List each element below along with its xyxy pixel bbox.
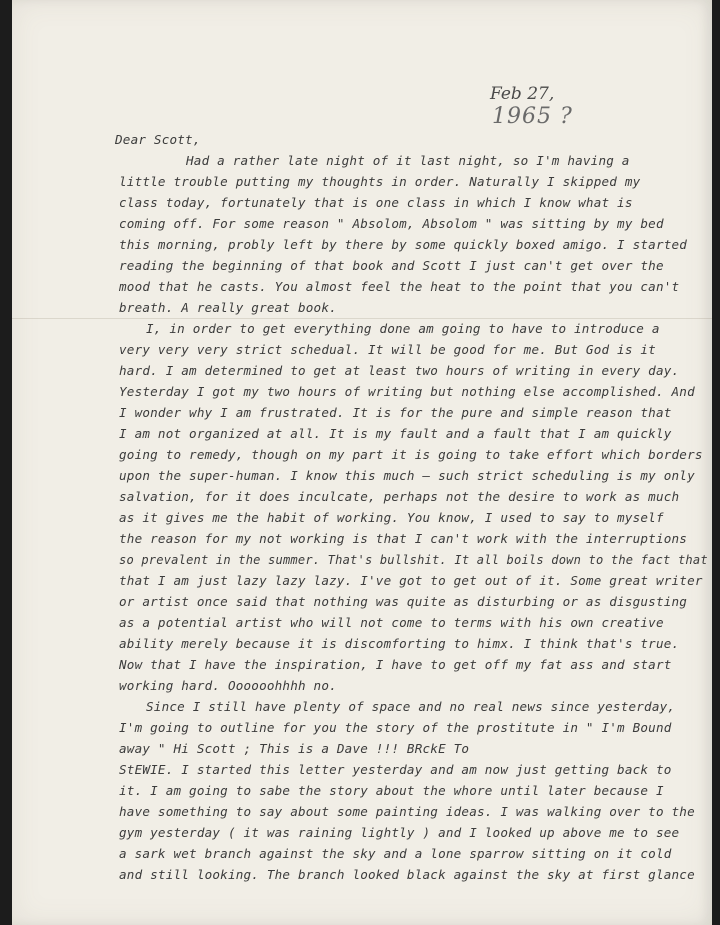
body-line: breath. A really great book. [119, 300, 337, 315]
body-line: I am not organized at all. It is my fault and a fault that I am quickly [119, 426, 672, 441]
body-line: Had a rather late night of it last night, so I'm having a [186, 153, 630, 168]
body-line: the reason for my not working is that I can't work with the interruptions [119, 531, 688, 546]
body-line: as a potential artist who will not come to terms with his own creative [119, 615, 664, 630]
body-line: Yesterday I got my two hours of writing but nothing else accomplished. And [119, 384, 695, 399]
paper-fold-line [12, 318, 712, 319]
handwritten-year: 1965 ? [492, 104, 573, 129]
body-line: ability merely because it is discomforting to himx. I think that's true. [119, 636, 680, 651]
body-line: very very very strict schedual. It will be good for me. But God is it [119, 342, 656, 357]
body-line: a sark wet branch against the sky and a lone sparrow sitting on it cold [119, 846, 672, 861]
body-line: I wonder why I am frustrated. It is for the pure and simple reason that [119, 405, 672, 420]
body-line: I, in order to get everything done am going to have to introduce a [146, 321, 660, 336]
body-line: have something to say about some painting ideas. I was walking over to the [119, 804, 695, 819]
body-line: mood that he casts. You almost feel the heat to the point that you can't [119, 279, 680, 294]
typed-date: Feb 27, [490, 84, 555, 104]
body-line: salvation, for it does inculcate, perhaps not the desire to work as much [119, 489, 680, 504]
body-line: working hard. Oooooohhhh no. [119, 678, 337, 693]
body-line: I'm going to outline for you the story of the prostitute in " I'm Bound [119, 720, 672, 735]
body-line: and still looking. The branch looked black against the sky at first glance [119, 867, 695, 882]
body-line: upon the super-human. I know this much — such strict scheduling is my only [119, 468, 695, 483]
body-line: little trouble putting my thoughts in order. Naturally I skipped my [119, 174, 641, 189]
body-line: coming off. For some reason " Absolom, Absolom " was sitting by my bed [119, 216, 664, 231]
salutation: Dear Scott, [115, 132, 201, 147]
body-line: hard. I am determined to get at least two hours of writing in every day. [119, 363, 680, 378]
body-line: Since I still have plenty of space and no real news since yesterday, [146, 699, 676, 714]
body-line: this morning, probly left by there by some quickly boxed amigo. I started [119, 237, 688, 252]
letter-page [12, 0, 712, 925]
body-line: as it gives me the habit of working. You know, I used to say to myself [119, 510, 664, 525]
body-line: so prevalent in the summer. That's bullshit. It all boils down to the fact that [119, 552, 708, 567]
body-line: gym yesterday ( it was raining lightly ) and I looked up above me to see [119, 825, 680, 840]
body-line: that I am just lazy lazy lazy. I've got to get out of it. Some great writer [119, 573, 703, 588]
body-line: away " Hi Scott ; This is a Dave !!! BRckE To [119, 741, 470, 756]
body-line: going to remedy, though on my part it is going to take effort which borders [119, 447, 703, 462]
body-line: class today, fortunately that is one class in which I know what is [119, 195, 633, 210]
body-line: Now that I have the inspiration, I have to get off my fat ass and start [119, 657, 672, 672]
body-line: StEWIE. I started this letter yesterday and am now just getting back to [119, 762, 672, 777]
body-line: or artist once said that nothing was quite as disturbing or as disgusting [119, 594, 688, 609]
body-line: reading the beginning of that book and Scott I just can't get over the [119, 258, 664, 273]
body-line: it. I am going to sabe the story about the whore until later because I [119, 783, 664, 798]
